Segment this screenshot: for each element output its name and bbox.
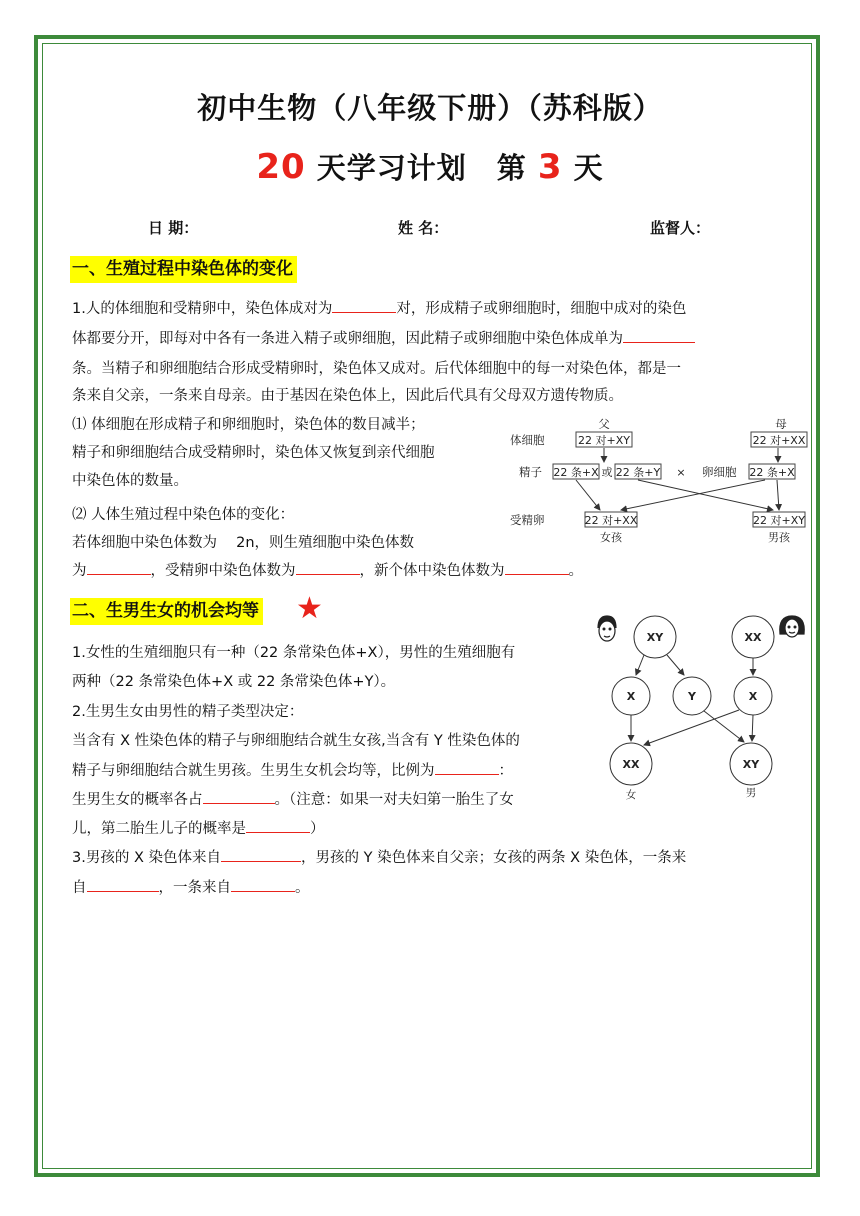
gamete-x1: X	[626, 690, 636, 703]
sperm-label: 精子	[519, 465, 542, 479]
father-face-icon	[598, 616, 616, 641]
chromosome-inheritance-diagram	[505, 415, 810, 550]
sperm-y: 22 条+Y	[615, 466, 661, 479]
mother-cell: 22 对+XX	[752, 434, 806, 447]
date-label: 日 期：	[148, 219, 199, 237]
s1-line-7: 中染色体的数量。	[72, 473, 188, 489]
s1-line-8: ⑵ 人体生殖过程中染色体的变化：	[72, 507, 295, 523]
s1-line-9: 若体细胞中染色体数为 2n，则生殖细胞中染色体数	[72, 535, 415, 551]
s2-line-1: 1.女性的生殖细胞只有一种（22 条常染色体+X），男性的生殖细胞有	[72, 645, 516, 661]
boy-cell: 22 对+XY	[753, 514, 805, 527]
sex-determination-diagram	[594, 612, 812, 807]
s2-line-4: 当含有 X 性染色体的精子与卵细胞结合就生女孩,当含有 Y 性染色体的	[72, 733, 520, 749]
s2-line-7: 儿，第二胎生儿子的概率是 ）	[72, 814, 325, 844]
egg-label: 卵细胞	[702, 465, 737, 479]
father-genotype: XY	[646, 631, 664, 644]
girl-label: 女孩	[600, 531, 622, 544]
gamete-x2: X	[748, 690, 758, 703]
arrow	[752, 715, 753, 741]
father-label: 父	[598, 417, 610, 431]
blank[interactable]	[505, 558, 569, 575]
arrow	[621, 480, 765, 510]
s1-line-2: 体都要分开，即每对中各有一条进入精子或卵细胞，因此精子或卵细胞中染色体成单为	[72, 324, 695, 354]
mother-label: 母	[775, 417, 787, 431]
or-text: 或	[601, 466, 613, 479]
boy-label: 男孩	[768, 531, 790, 544]
blank[interactable]	[623, 326, 695, 343]
gamete-y: Y	[688, 690, 696, 703]
page-title: 初中生物（八年级下册）（苏科版）	[197, 91, 663, 125]
supervisor-label: 监督人：	[650, 219, 711, 237]
s2-line-2: 两种（22 条常染色体+X 或 22 条常染色体+Y）。	[72, 674, 396, 690]
s2-line-6: 生男生女的概率各占 。（注意：如果一对夫妇第一胎生了女	[72, 785, 514, 815]
boy-label: 男	[745, 787, 757, 799]
blank[interactable]	[87, 558, 151, 575]
blank[interactable]	[231, 875, 295, 892]
s2-line-3: 2.生男生女由男性的精子类型决定：	[72, 704, 304, 720]
plan-days-number: 20	[256, 147, 306, 187]
s1-line-5: ⑴ 体细胞在形成精子和卵细胞时，染色体的数目减半；	[72, 417, 425, 433]
s1-line-6: 精子和卵细胞结合成受精卵时，染色体又恢复到亲代细胞	[72, 445, 435, 461]
sperm-x: 22 条+X	[553, 466, 599, 479]
s1-line-4: 条来自父亲，一条来自母亲。由于基因在染色体上，因此后代具有父母双方遗传物质。	[72, 388, 623, 404]
somatic-cell-label: 体细胞	[510, 433, 545, 447]
day-text: 天	[573, 151, 604, 185]
s1-line-3: 条。当精子和卵细胞结合形成受精卵时，染色体又成对。后代体细胞中的每一对染色体，都是一	[72, 361, 681, 377]
blank[interactable]	[435, 758, 499, 775]
girl-genotype: XX	[622, 758, 640, 771]
s2-line-5: 精子与卵细胞结合就生男孩。生男生女机会均等，比例为 ：	[72, 756, 513, 786]
zygote-label: 受精卵	[510, 513, 545, 527]
blank[interactable]	[246, 816, 310, 833]
boy-genotype: XY	[742, 758, 760, 771]
plan-text: 天学习计划 第	[305, 151, 527, 185]
section-2-heading: 二、生男生女的机会均等	[70, 598, 263, 625]
arrow	[638, 480, 773, 510]
girl-cell: 22 对+XX	[584, 514, 638, 527]
s1-line-1: 1.人的体细胞和受精卵中，染色体成对为 对，形成精子或卵细胞时，细胞中成对的染色	[72, 294, 686, 324]
blank[interactable]	[203, 787, 275, 804]
plan-subtitle	[0, 146, 860, 187]
mother-face-icon	[780, 616, 805, 637]
blank[interactable]	[87, 875, 159, 892]
cross-symbol: ×	[676, 466, 686, 479]
blank[interactable]	[332, 296, 396, 313]
mother-genotype: XX	[744, 631, 762, 644]
s2-line-9: 自 ，一条来自 。	[72, 873, 310, 903]
s1-line-10: 为 ，受精卵中染色体数为 ，新个体中染色体数为 。	[72, 556, 583, 586]
arrow	[777, 480, 779, 510]
arrow	[636, 655, 644, 675]
blank[interactable]	[221, 845, 301, 862]
arrow	[667, 655, 684, 675]
name-label: 姓 名：	[398, 219, 449, 237]
section-1-heading: 一、生殖过程中染色体的变化	[70, 256, 297, 283]
s2-line-8: 3.男孩的 X 染色体来自 ，男孩的 Y 染色体来自父亲；女孩的两条 X 染色体，一条来	[72, 843, 686, 873]
star-icon: ★	[296, 591, 323, 626]
father-cell: 22 对+XY	[578, 434, 630, 447]
day-number: 3	[537, 147, 563, 187]
egg-x: 22 条+X	[749, 466, 795, 479]
blank[interactable]	[296, 558, 360, 575]
girl-label: 女	[625, 789, 637, 801]
arrow	[576, 480, 600, 510]
